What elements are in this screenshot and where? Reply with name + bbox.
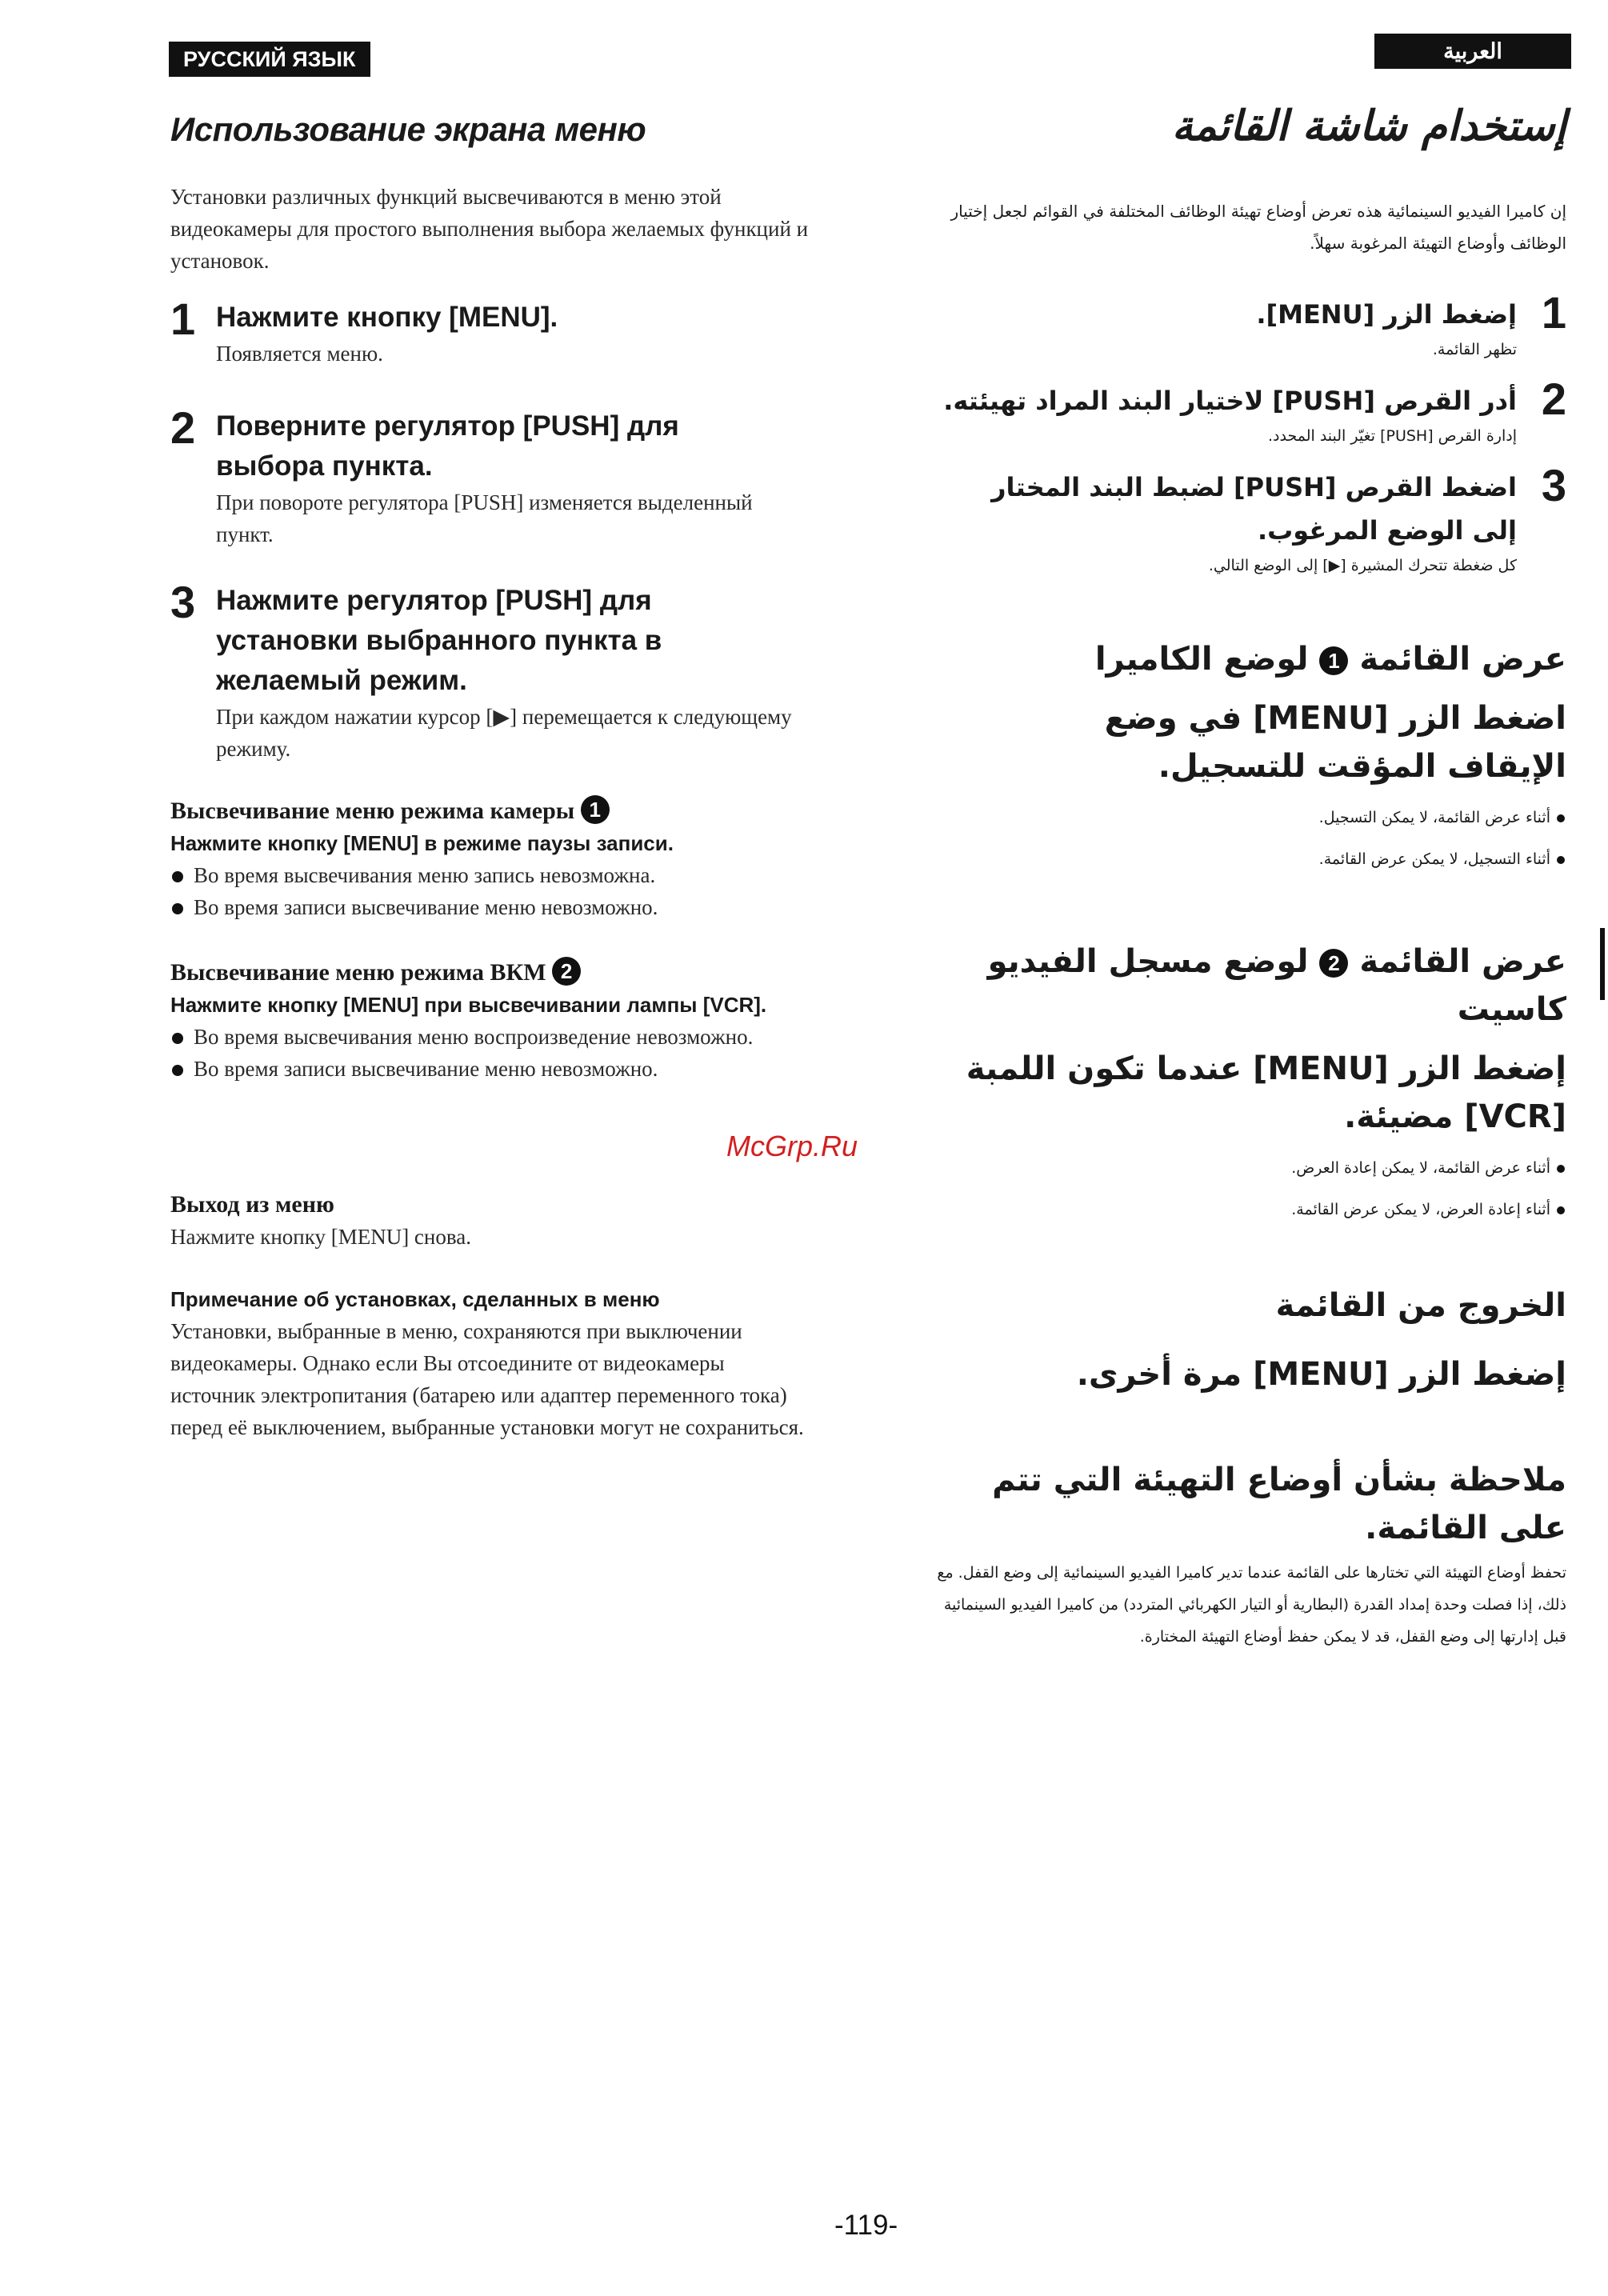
bullet-list <box>170 1021 802 1085</box>
step-heading: Нажмите кнопку [MENU]. <box>216 302 558 333</box>
step-3-russian <box>170 577 826 765</box>
step-description: كل ضغطة تتحرك المشيرة [▶] إلى الوضع التالي. <box>1208 557 1517 574</box>
step-number: 3 <box>170 577 196 627</box>
step-description: تظهر القائمة. <box>1432 341 1517 358</box>
step-number: 1 <box>1541 287 1566 338</box>
section-heading: الخروج من القائمة <box>1275 1287 1566 1324</box>
list-item: أثناء التسجيل، لا يمكن عرض القائمة. <box>920 838 1566 880</box>
intro-paragraph-arabic: إن كاميرا الفيديو السينمائية هذه تعرض أوضاع تهيئة الوظائف المختلفة في القوائم لجعل إختيار الوظائف وأوضاع التهيئة المرغوبة سهلاً. <box>950 202 1566 253</box>
page-title-russian: Использование экрана меню <box>170 110 646 148</box>
step-description: При повороте регулятора [PUSH] изменяется выделенный пункт. <box>216 490 753 546</box>
list-item: Во время записи высвечивание меню невозможно. <box>170 891 834 923</box>
step-number: 3 <box>1541 460 1566 510</box>
step-description: Появляется меню. <box>216 342 383 366</box>
step-number: 1 <box>170 294 196 344</box>
list-item: Во время записи высвечивание меню невозможно. <box>170 1053 802 1085</box>
section-instruction: Нажмите кнопку [MENU] при высвечивании лампы [VCR]. <box>170 993 767 1017</box>
list-item: Во время высвечивания меню запись невозможна. <box>170 859 834 891</box>
vcr-mode-section-arabic <box>920 938 1566 1230</box>
note-section-russian <box>170 1283 810 1443</box>
step-heading: أدر القرص [PUSH] لاختيار البند المراد تهيئته. <box>943 386 1517 416</box>
step-heading: Поверните регулятор [PUSH] для выбора пункта. <box>216 410 679 482</box>
section-heading: Высвечивание меню режима ВКМ 2 <box>170 957 834 989</box>
list-item: أثناء إعادة العرض، لا يمكن عرض القائمة. <box>920 1189 1566 1230</box>
section-text: إضغط الزر [MENU] مرة أخرى. <box>1076 1356 1566 1393</box>
marker-1-icon: 1 <box>581 795 610 824</box>
exit-section-russian <box>170 1189 834 1253</box>
section-heading: عرض القائمة 1 لوضع الكاميرا <box>1094 641 1566 678</box>
marker-2-icon: 2 <box>1319 949 1348 978</box>
language-badge-russian: РУССКИЙ ЯЗЫК <box>169 42 370 77</box>
marker-1-icon: 1 <box>1319 646 1348 675</box>
list-item: أثناء عرض القائمة، لا يمكن التسجيل. <box>920 797 1566 838</box>
step-heading: اضغط القرص [PUSH] لضبط البند المختار إلى الوضع المرغوب. <box>991 472 1517 546</box>
bullet-list <box>920 1147 1566 1230</box>
camera-mode-section-russian <box>170 795 834 923</box>
step-2-russian <box>170 402 826 550</box>
section-text: Нажмите кнопку [MENU] снова. <box>170 1225 471 1249</box>
step-2-arabic <box>920 374 1566 450</box>
bullet-list <box>920 797 1566 880</box>
page-edge-mark <box>1600 928 1605 1000</box>
section-heading: Примечание об установках, сделанных в меню <box>170 1287 660 1311</box>
camera-mode-section-arabic <box>920 635 1566 880</box>
section-heading: Выход из меню <box>170 1191 334 1218</box>
exit-section-arabic <box>920 1282 1566 1398</box>
section-text: تحفظ أوضاع التهيئة التي تختارها على القائمة عندما تدير كاميرا الفيديو السينمائية إلى وضع القفل. مع ذلك، إذا فصلت وحدة إمداد القدرة (البطارية أو التيار الكهربائي المتردد) من كاميرا الفيديو السينمائية قبل إدارتها إلى وضع القفل، قد لا يمكن حفظ أوضاع التهيئة المختارة. <box>937 1564 1566 1646</box>
language-badge-arabic: العربية <box>1374 34 1571 69</box>
step-number: 2 <box>1541 374 1566 424</box>
section-instruction: إضغط الزر [MENU] عندما تكون اللمبة [VCR] مضيئة. <box>966 1050 1566 1135</box>
step-description: При каждом нажатии курсор [▶] перемещается к следующему режиму. <box>216 705 792 761</box>
vcr-mode-section-russian <box>170 957 834 1085</box>
step-heading: Нажмите регулятор [PUSH] для установки выбранного пункта в желаемый режим. <box>216 585 662 696</box>
section-heading: Высвечивание меню режима камеры 1 <box>170 795 834 827</box>
step-3-arabic <box>920 460 1566 579</box>
section-instruction: Нажмите кнопку [MENU] в режиме паузы записи. <box>170 831 674 855</box>
section-heading: عرض القائمة 2 لوضع مسجل الفيديو كاسيت <box>987 943 1566 1028</box>
step-description: إدارة القرص [PUSH] تغيّر البند المحدد. <box>1267 427 1517 445</box>
marker-2-icon: 2 <box>552 957 581 986</box>
step-heading: إضغط الزر [MENU]. <box>1256 299 1517 330</box>
watermark: McGrp.Ru <box>726 1130 858 1162</box>
section-heading: ملاحظة بشأن أوضاع التهيئة التي تتم على القائمة. <box>992 1462 1566 1546</box>
note-section-arabic <box>920 1456 1566 1653</box>
bullet-list <box>170 859 834 923</box>
step-1-russian <box>170 294 826 370</box>
step-1-arabic <box>920 287 1566 363</box>
list-item: أثناء عرض القائمة، لا يمكن إعادة العرض. <box>920 1147 1566 1189</box>
page-title-arabic: إستخدام شاشة القائمة <box>1171 102 1566 150</box>
intro-paragraph-russian: Установки различных функций высвечиваются в меню этой видеокамеры для простого выполнения выбора желаемых функций и установок. <box>170 185 809 273</box>
step-number: 2 <box>170 402 196 453</box>
page-number: -119- <box>834 2210 898 2241</box>
list-item: Во время высвечивания меню воспроизведение невозможно. <box>170 1021 802 1053</box>
section-instruction: اضغط الزر [MENU] في وضع الإيقاف المؤقت للتسجيل. <box>1104 700 1566 785</box>
section-text: Установки, выбранные в меню, сохраняются при выключении видеокамеры. Однако если Вы отсоедините от видеокамеры источник электропитания (батарею или адаптер переменного тока) перед её выключением, выбранные установки могут не сохраниться. <box>170 1319 804 1439</box>
